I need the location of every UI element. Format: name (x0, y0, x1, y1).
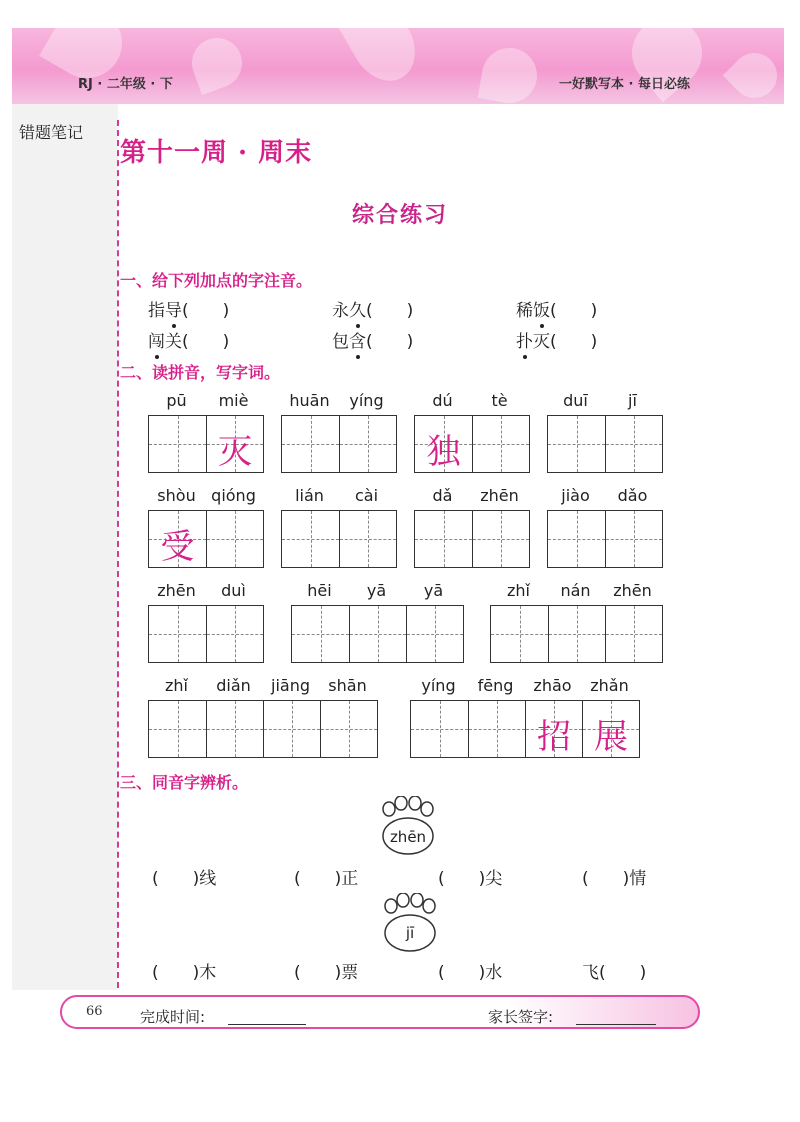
pinyin-label: lián (295, 486, 324, 505)
homophone-blank: ( )情 (582, 869, 647, 889)
pinyin-label: cài (354, 486, 379, 505)
writing-cell[interactable] (282, 511, 339, 567)
pinyin-label: tè (491, 391, 508, 410)
writing-grid (148, 605, 264, 663)
pinyin-label: yā (366, 581, 387, 600)
writing-cell[interactable] (468, 701, 525, 757)
paw-icon (382, 893, 438, 953)
answer-character: 灭 (218, 432, 252, 472)
homophone-blank: ( )水 (438, 963, 503, 983)
answer-parentheses[interactable]: ( ) (182, 332, 230, 352)
paw-pinyin-zhen: zhēn (389, 828, 427, 846)
annotate-word: 扑灭( ) (516, 327, 597, 352)
pinyin-label: zhǐ (165, 676, 188, 695)
annotate-word: 闯关( ) (148, 327, 229, 352)
writing-cell[interactable] (415, 511, 472, 567)
completion-time-field[interactable] (228, 1024, 306, 1025)
writing-grid (148, 415, 264, 473)
writing-cell[interactable] (339, 511, 396, 567)
paw-pinyin-ji: jī (405, 924, 415, 942)
writing-grid (410, 700, 640, 758)
writing-grid (414, 510, 530, 568)
pinyin-label: zhēn (480, 486, 519, 505)
pinyin-label: pū (166, 391, 187, 410)
pinyin-label: jī (628, 391, 637, 410)
pinyin-label: zhǐ (507, 581, 530, 600)
writing-cell[interactable] (292, 606, 349, 662)
pinyin-label: zhǎn (590, 676, 629, 695)
writing-cell[interactable] (206, 511, 263, 567)
annotate-word: 指导( ) (148, 296, 229, 321)
paw-icon (380, 796, 436, 856)
pinyin-label: qióng (211, 486, 256, 505)
writing-grid (547, 510, 663, 568)
answer-parentheses[interactable]: ( ) (366, 332, 414, 352)
pinyin-label: zhēn (157, 581, 196, 600)
dotted-character: 扑 (516, 327, 533, 352)
writing-grid (148, 700, 378, 758)
writing-grid (148, 510, 264, 568)
writing-grid (490, 605, 663, 663)
grade-label: RJ · 二年级 · 下 (78, 77, 173, 92)
annotate-word: 稀饭( ) (516, 296, 597, 321)
answer-character: 招 (537, 717, 571, 757)
writing-cell[interactable] (349, 606, 406, 662)
writing-cell[interactable] (605, 511, 662, 567)
pinyin-label: yíng (421, 676, 456, 695)
pinyin-label: dǎo (617, 486, 648, 505)
dotted-character: 闯 (148, 327, 165, 352)
dotted-character: 饭 (533, 296, 550, 321)
writing-cell[interactable] (605, 416, 662, 472)
answer-character: 受 (160, 527, 195, 567)
completion-time-label: 完成时间: (140, 1008, 206, 1026)
writing-cell[interactable] (605, 606, 662, 662)
pinyin-label: diǎn (216, 676, 251, 695)
writing-cell[interactable] (548, 511, 605, 567)
answer-parentheses[interactable]: ( ) (366, 301, 414, 321)
writing-grid (414, 415, 530, 473)
pinyin-label: jiāng (271, 676, 310, 695)
writing-cell[interactable] (149, 416, 206, 472)
writing-cell[interactable] (472, 511, 529, 567)
writing-cell[interactable] (582, 701, 639, 757)
homophone-blank: ( )木 (152, 963, 217, 983)
pinyin-label: nán (560, 581, 591, 600)
parent-signature-field[interactable] (576, 1024, 656, 1025)
header-banner (12, 28, 784, 104)
answer-parentheses[interactable]: ( ) (550, 301, 598, 321)
writing-cell[interactable] (411, 701, 468, 757)
pinyin-label: zhāo (533, 676, 572, 695)
homophone-blank: 飞( ) (582, 963, 647, 983)
writing-cell[interactable] (263, 701, 320, 757)
writing-cell[interactable] (206, 606, 263, 662)
pinyin-label: fēng (477, 676, 514, 695)
series-label: 一好默写本 · 每日必练 (559, 77, 690, 92)
writing-cell[interactable] (206, 701, 263, 757)
writing-grid (291, 605, 464, 663)
answer-character: 展 (594, 717, 628, 757)
sidebar (12, 104, 118, 990)
homophone-blank: ( )尖 (438, 869, 503, 889)
writing-cell[interactable] (282, 416, 339, 472)
writing-cell[interactable] (548, 416, 605, 472)
dotted-character: 导 (165, 296, 182, 321)
mistake-notes-label: 错题笔记 (19, 123, 84, 142)
writing-cell[interactable] (320, 701, 377, 757)
writing-cell[interactable] (149, 606, 206, 662)
pinyin-label: zhēn (613, 581, 652, 600)
answer-parentheses[interactable]: ( ) (550, 332, 598, 352)
pinyin-label: dú (432, 391, 453, 410)
writing-cell[interactable] (491, 606, 548, 662)
writing-grid (281, 510, 397, 568)
parent-signature-label: 家长签字: (488, 1008, 554, 1026)
section-2-heading: 二、读拼音，写字词。 (120, 363, 281, 382)
pinyin-label: miè (218, 391, 249, 410)
answer-parentheses[interactable]: ( ) (182, 301, 230, 321)
writing-cell[interactable] (406, 606, 463, 662)
pinyin-label: yíng (349, 391, 384, 410)
dashed-divider (117, 120, 119, 988)
section-3-heading: 三、同音字辨析。 (120, 773, 249, 792)
dotted-character: 久 (349, 296, 366, 321)
writing-cell[interactable] (525, 701, 582, 757)
annotate-word: 包含( ) (332, 327, 413, 352)
page-number: 66 (86, 1004, 103, 1019)
pinyin-label: dǎ (432, 486, 453, 505)
pinyin-label: huān (289, 391, 330, 410)
pinyin-label: hēi (307, 581, 332, 600)
page-title: 综合练习 (351, 203, 448, 228)
writing-cell[interactable] (339, 416, 396, 472)
homophone-blank: ( )线 (152, 869, 217, 889)
writing-grid (547, 415, 663, 473)
section-1-heading: 一、给下列加点的字注音。 (120, 271, 313, 290)
pinyin-label: yā (423, 581, 444, 600)
pinyin-label: shān (328, 676, 367, 695)
pinyin-label: duī (563, 391, 588, 410)
annotate-word: 永久( ) (332, 296, 413, 321)
dotted-character: 含 (349, 327, 366, 352)
pinyin-label: duì (221, 581, 246, 600)
writing-cell[interactable] (149, 511, 206, 567)
writing-grid (281, 415, 397, 473)
writing-cell[interactable] (415, 416, 472, 472)
writing-cell[interactable] (472, 416, 529, 472)
homophone-blank: ( )正 (294, 869, 359, 889)
pinyin-label: shòu (157, 486, 196, 505)
answer-character: 独 (426, 432, 461, 472)
homophone-blank: ( )票 (294, 963, 359, 983)
week-title: 第十一周 · 周末 (120, 138, 313, 168)
writing-cell[interactable] (149, 701, 206, 757)
pinyin-label: jiào (561, 486, 590, 505)
writing-cell[interactable] (548, 606, 605, 662)
writing-cell[interactable] (206, 416, 263, 472)
